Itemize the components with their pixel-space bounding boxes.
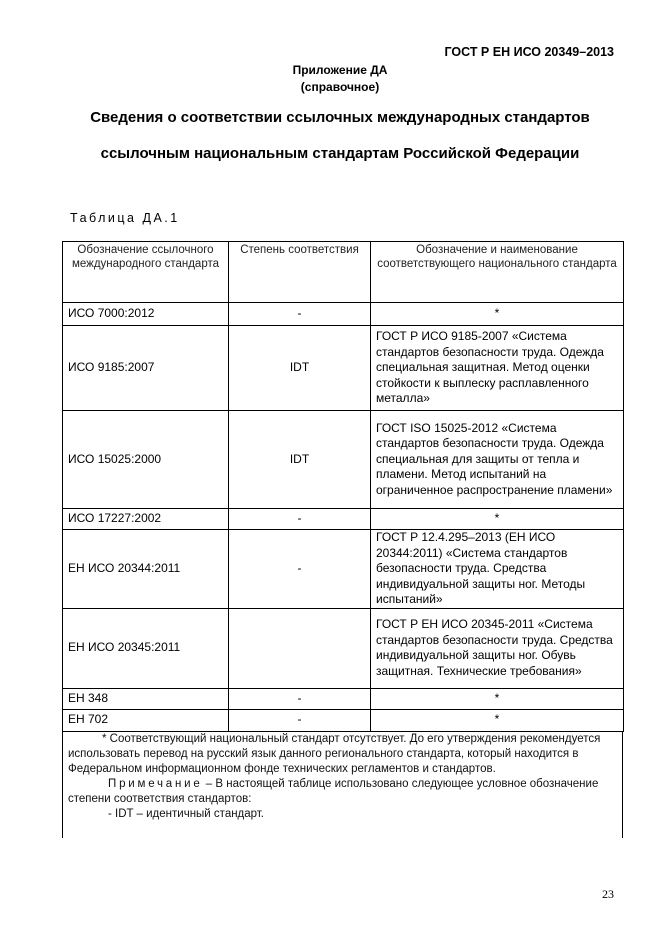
appendix-subtitle: (справочное): [300, 80, 380, 94]
table-caption: Таблица ДА.1: [70, 211, 180, 225]
cell-national: ГОСТ Р ИСО 9185-2007 «Система стандартов безопасности труда. Одежда специальная защитная. Метод оценки стойкости к выплеску расплавленного металла»: [371, 326, 624, 411]
table-row: [63, 709, 624, 731]
cell-reference: ЕН 702: [63, 709, 229, 731]
section-title-line-1: Сведения о соответствии ссылочных международных стандартов: [90, 109, 590, 126]
cell-national: *: [371, 509, 624, 530]
header-national-standard: Обозначение и наименование соответствующего национального стандарта: [371, 242, 624, 303]
cell-reference: ИСО 15025:2000: [63, 411, 229, 509]
section-title-line-2: ссылочным национальным стандартам Российской Федерации: [100, 145, 580, 162]
cell-degree: -: [229, 509, 371, 530]
correspondence-table: [62, 241, 624, 732]
notes-right-border: [622, 732, 623, 838]
table-header-row: [63, 242, 624, 303]
cell-reference: ЕН ИСО 20344:2011: [63, 530, 229, 609]
cell-reference: ИСО 7000:2012: [63, 303, 229, 326]
cell-degree: IDT: [229, 326, 371, 411]
remark-text: – В настоящей таблице использовано следующее условное обозначение степени соответствия стандартов:: [68, 778, 599, 805]
footnote: * Соответствующий национальный стандарт отсутствует. До его утверждения рекомендуется использовать перевод на русский язык данного регионального стандарта, который находится в Федеральном информационном фонде технических регламентов и стандартов.: [68, 733, 601, 775]
cell-degree: [229, 608, 371, 688]
table-row: [63, 530, 624, 609]
table-row: [63, 326, 624, 411]
header-reference-standard: Обозначение ссылочного международного стандарта: [63, 242, 229, 303]
cell-national: *: [371, 709, 624, 731]
document-code: ГОСТ Р ЕН ИСО 20349–2013: [444, 45, 614, 59]
appendix-heading: [240, 62, 440, 96]
cell-reference: ЕН ИСО 20345:2011: [63, 608, 229, 688]
cell-reference: ЕН 348: [63, 688, 229, 709]
remark-label: Примечание: [108, 778, 203, 790]
table-notes: [68, 732, 618, 822]
page-number: 23: [602, 887, 614, 901]
table-row: [63, 509, 624, 530]
table-row: [63, 608, 624, 688]
cell-national: ГОСТ ISO 15025-2012 «Система стандартов безопасности труда. Одежда специальная для защиты от тепла и пламени. Метод испытаний на ограниченное распространение пламени»: [371, 411, 624, 509]
cell-degree: IDT: [229, 411, 371, 509]
cell-degree: -: [229, 303, 371, 326]
header-degree: Степень соответствия: [229, 242, 371, 303]
cell-degree: -: [229, 530, 371, 609]
cell-national: ГОСТ Р 12.4.295–2013 (ЕН ИСО 20344:2011) «Система стандартов безопасности труда. Средства индивидуальной защиты ног. Методы испытаний»: [371, 530, 624, 609]
cell-national: ГОСТ Р ЕН ИСО 20345-2011 «Система стандартов безопасности труда. Средства индивидуальной защиты ног. Обувь защитная. Технические требования»: [371, 608, 624, 688]
cell-reference: ИСО 17227:2002: [63, 509, 229, 530]
remark-item: - IDT – идентичный стандарт.: [108, 808, 264, 820]
table-row: [63, 411, 624, 509]
notes-left-border: [62, 732, 63, 838]
table-row: [63, 303, 624, 326]
table-row: [63, 688, 624, 709]
remark: [68, 777, 618, 807]
cell-degree: -: [229, 709, 371, 731]
cell-reference: ИСО 9185:2007: [63, 326, 229, 411]
appendix-title: Приложение ДА: [292, 63, 388, 77]
cell-degree: -: [229, 688, 371, 709]
cell-national: *: [371, 688, 624, 709]
cell-national: *: [371, 303, 624, 326]
